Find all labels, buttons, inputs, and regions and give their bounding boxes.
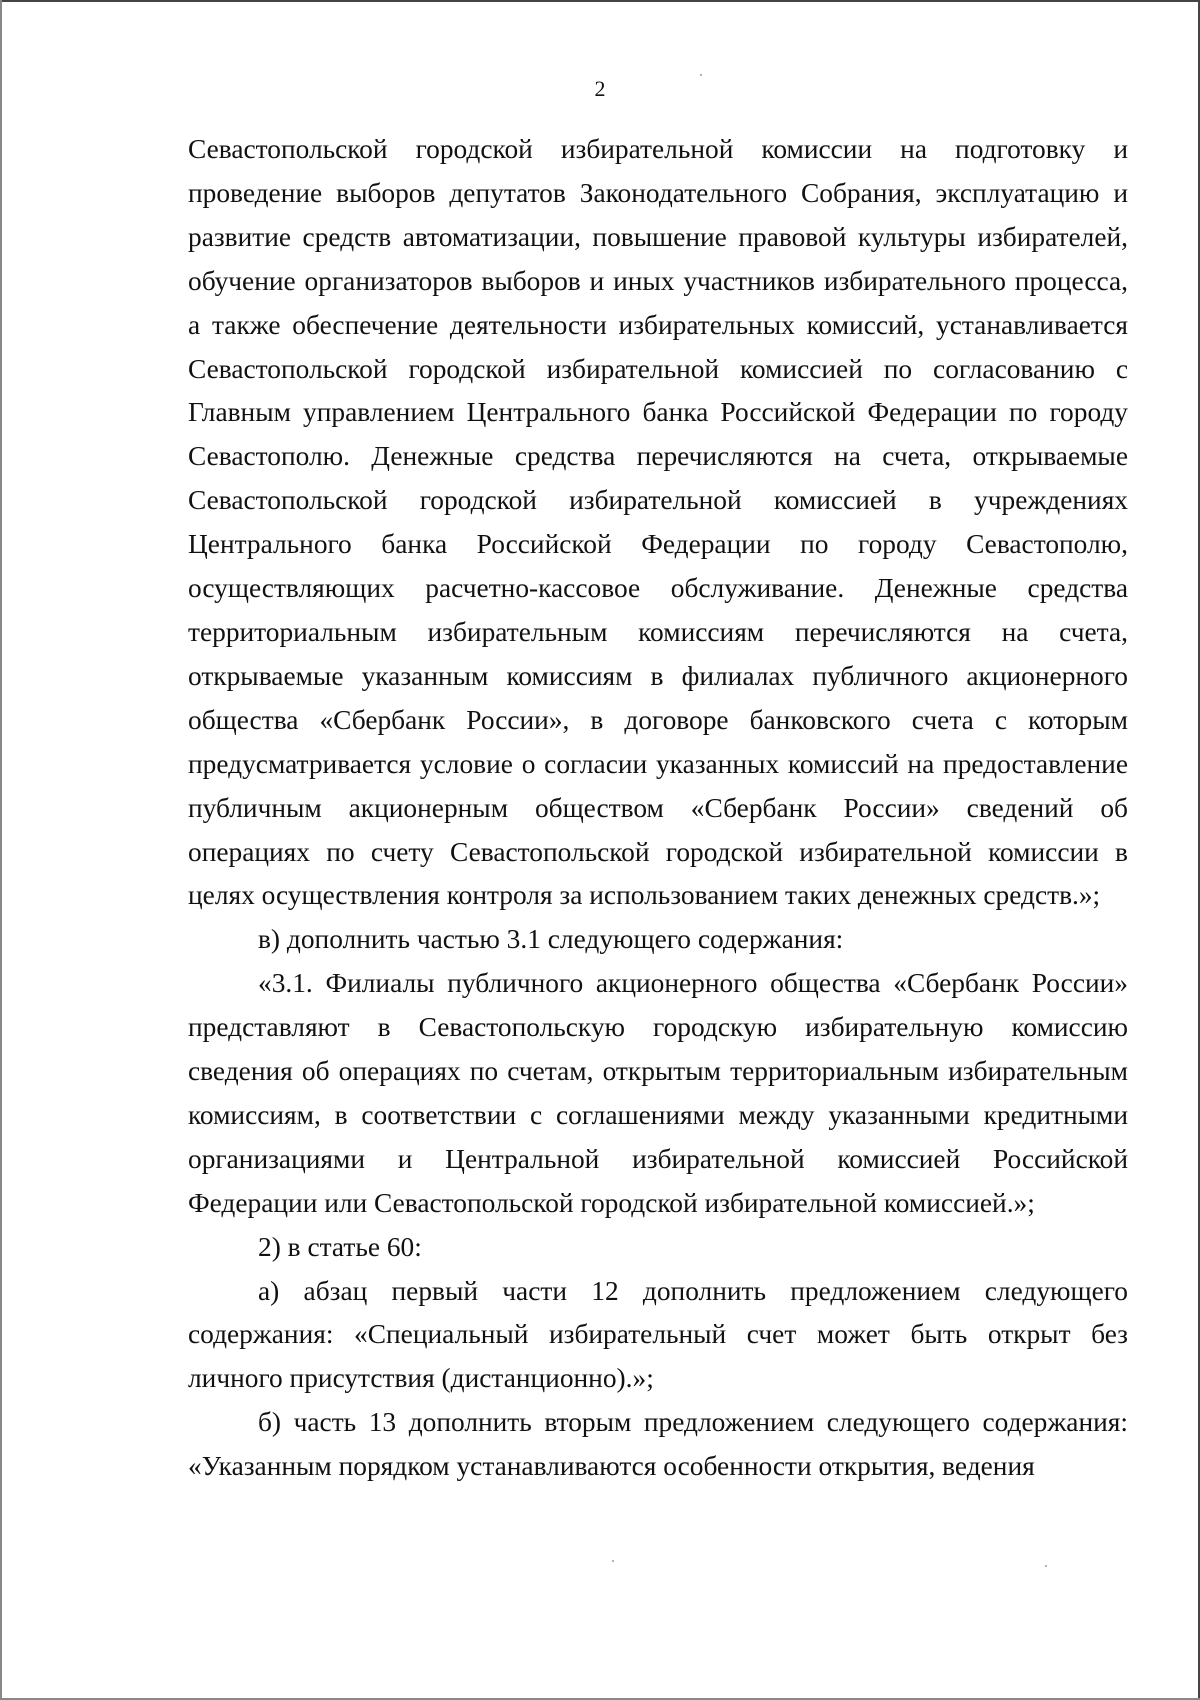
page-number: 2 [594, 76, 606, 101]
scan-speck [700, 74, 702, 76]
document-body [188, 128, 1128, 1489]
paragraph-article-60: 2) в статье 60: [258, 1231, 422, 1262]
paragraph-part-3-1: «3.1. Филиалы публичного акционерного общества «Сбербанк России» представляют в Севастопольскую городскую избирательную комиссию сведения об операциях по счетам, открытым территориальным избирательным комиссиям, в соответствии с соглашениями между указанными кредитными организациями и Центральной избирательной комиссией Российской Федерации или Севастопольской городской избирательной комиссией.»; [188, 968, 1128, 1218]
scan-speck [612, 1560, 614, 1562]
paragraph-continuation: Севастопольской городской избирательной комиссии на подготовку и проведение выборов депутатов Законодательного Собрания, эксплуатацию и развитие средств автоматизации, повышение правовой культуры избирателей, обучение организаторов выборов и иных участников избирательного процесса, а также обеспечение деятельности избирательных комиссий, устанавливается Севастопольской городской избирательной комиссией по согласованию с Главным управлением Центрального банка Российской Федерации по городу Севастополю. Денежные средства перечисляются на счета, открываемые Севастопольской городской избирательной комиссией в учреждениях Центрального банка Российской Федерации по городу Севастополю, осуществляющих расчетно-кассовое обслуживание. Денежные средства территориальным избирательным комиссиям перечисляются на счета, открываемые указанным комиссиям в филиалах публичного акционерного общества «Сбербанк России», в договоре банковского счета с которым предусматривается условие о согласии указанных комиссий на предоставление публичным акционерным обществом «Сбербанк России» сведений об операциях по счету Севастопольской городской избирательной комиссии в целях осуществления контроля за использованием таких денежных средств.»; [188, 134, 1128, 911]
page-border-left [0, 0, 2, 1700]
scan-speck [1045, 1565, 1047, 1567]
paragraph-item-b: б) часть 13 дополнить вторым предложением следующего содержания: «Указанным порядком устанавливаются особенности открытия, ведения [188, 1407, 1128, 1482]
paragraph-item-a: а) абзац первый части 12 дополнить предложением следующего содержания: «Специальный избирательный счет может быть открыт без личного присутствия (дистанционно).»; [188, 1275, 1128, 1394]
page-border-top [0, 0, 1200, 2]
paragraph-item-v: в) дополнить частью 3.1 следующего содержания: [258, 924, 844, 955]
